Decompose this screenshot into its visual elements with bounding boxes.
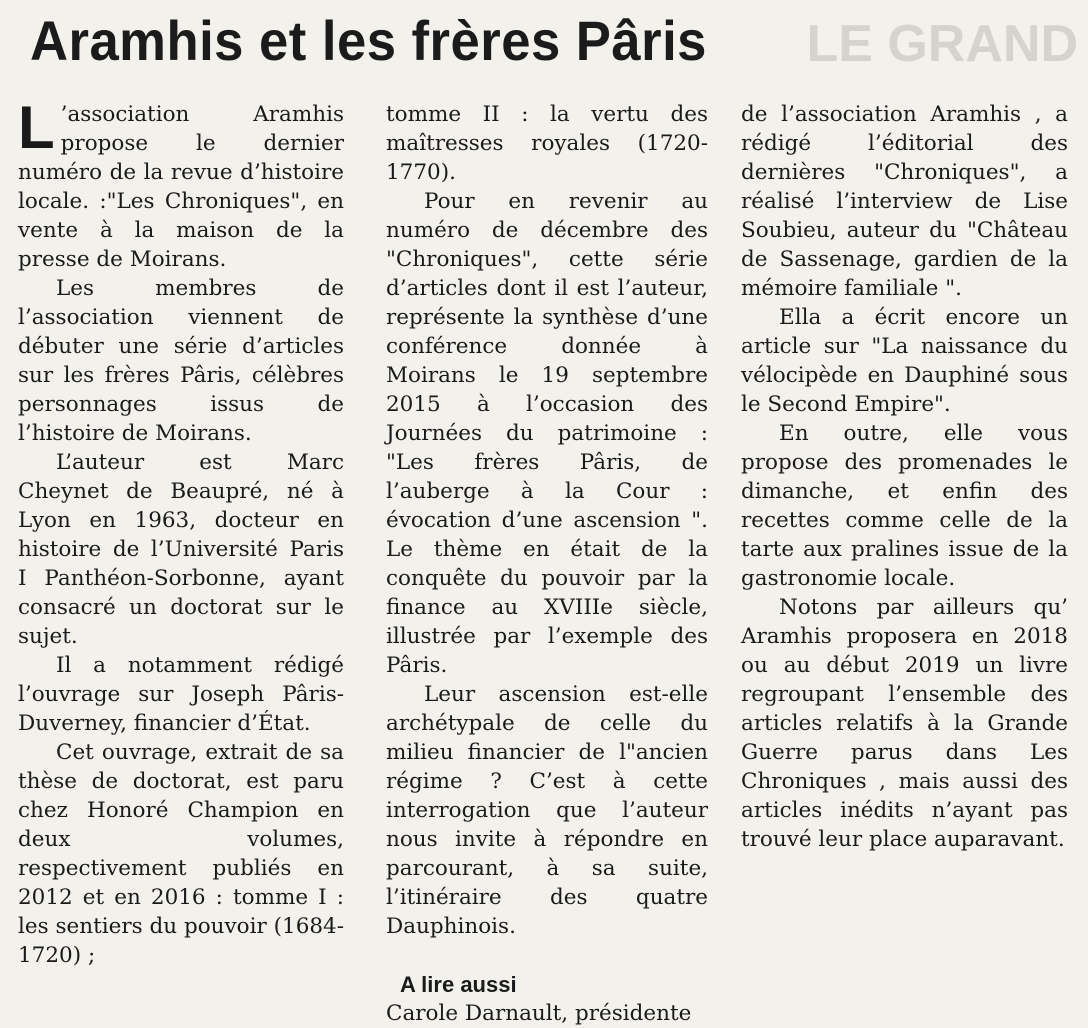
paragraph: Ella a écrit encore un article sur "La naissance du vélocipède en Dauphiné sous le Second Empire". (741, 305, 1068, 417)
paragraph: Pour en revenir au numéro de décembre des "Chroniques", cette série d’articles dont il est l’auteur, représente la synthèse d’une conférence donnée à Moirans le 19 septembre 2015 à l’occasion des Journées du patrimoine : "Les frères Pâris, de l’auberge à la Cour : évocation d’une ascension ". Le thème en était de la conquête du pouvoir par la finance au XVIIIe siècle, illustrée par l’exemple des Pâris. (386, 189, 708, 678)
article-column-1 (18, 94, 344, 970)
paragraph: L’auteur est Marc Cheynet de Beaupré, né à Lyon en 1963, docteur en histoire de l’Université Paris I Panthéon-Sorbonne, ayant consacré un doctorat sur le sujet. (18, 450, 344, 649)
paragraph: de l’association Aramhis , a rédigé l’éditorial des dernières "Chroniques", a réalisé l’interview de Lise Soubieu, auteur du "Château de Sassenage, gardien de la mémoire familiale ". (741, 102, 1068, 301)
article-column-2 (386, 100, 708, 1028)
article-headline: Aramhis et les frères Pâris (30, 9, 707, 72)
paragraph: L ’association Aramhis propose le dernier numéro de la revue d’histoire locale. :"Les Chroniques", en vente à la maison de la presse de Moirans. (18, 94, 344, 272)
paragraph: Les membres de l’association viennent de débuter une série d’articles sur les frères Pâris, célèbres personnages issus de l’histoire de Moirans. (18, 276, 344, 446)
paragraph: Notons par ailleurs qu’ Aramhis proposera en 2018 ou au début 2019 un livre regroupant l’ensemble des articles relatifs à la Grande Guerre parus dans Les Chroniques , mais aussi des articles inédits n’ayant pas trouvé leur place auparavant. (741, 595, 1068, 852)
article-column-3 (741, 100, 1068, 854)
paragraph: En outre, elle vous propose des promenades le dimanche, et enfin des recettes comme celle de la tarte aux pralines issue de la gastronomie locale. (741, 421, 1068, 591)
paragraph: tomme II : la vertu des maîtresses royales (1720-1770). (386, 102, 708, 185)
drop-cap: L (18, 94, 55, 161)
paragraph: Cet ouvrage, extrait de sa thèse de doctorat, est paru chez Honoré Champion en deux volumes, respectivement publiés en 2012 et en 2016 : tomme I : les sentiers du pouvoir (1684-1720) ; (18, 740, 344, 968)
paragraph: Carole Darnault, présidente (386, 1001, 692, 1026)
paragraph: Il a notamment rédigé l’ouvrage sur Joseph Pâris-Duverney, financier d’État. (18, 653, 344, 736)
paragraph: Leur ascension est-elle archétypale de celle du milieu financier de l"ancien régime ? C’est à cette interrogation que l’auteur nous invite à répondre en parcourant, à sa suite, l’itinéraire des quatre Dauphinois. (386, 682, 708, 939)
bleed-through-heading: LE GRAND (806, 15, 1078, 73)
section-subheading: A lire aussi (400, 972, 517, 997)
